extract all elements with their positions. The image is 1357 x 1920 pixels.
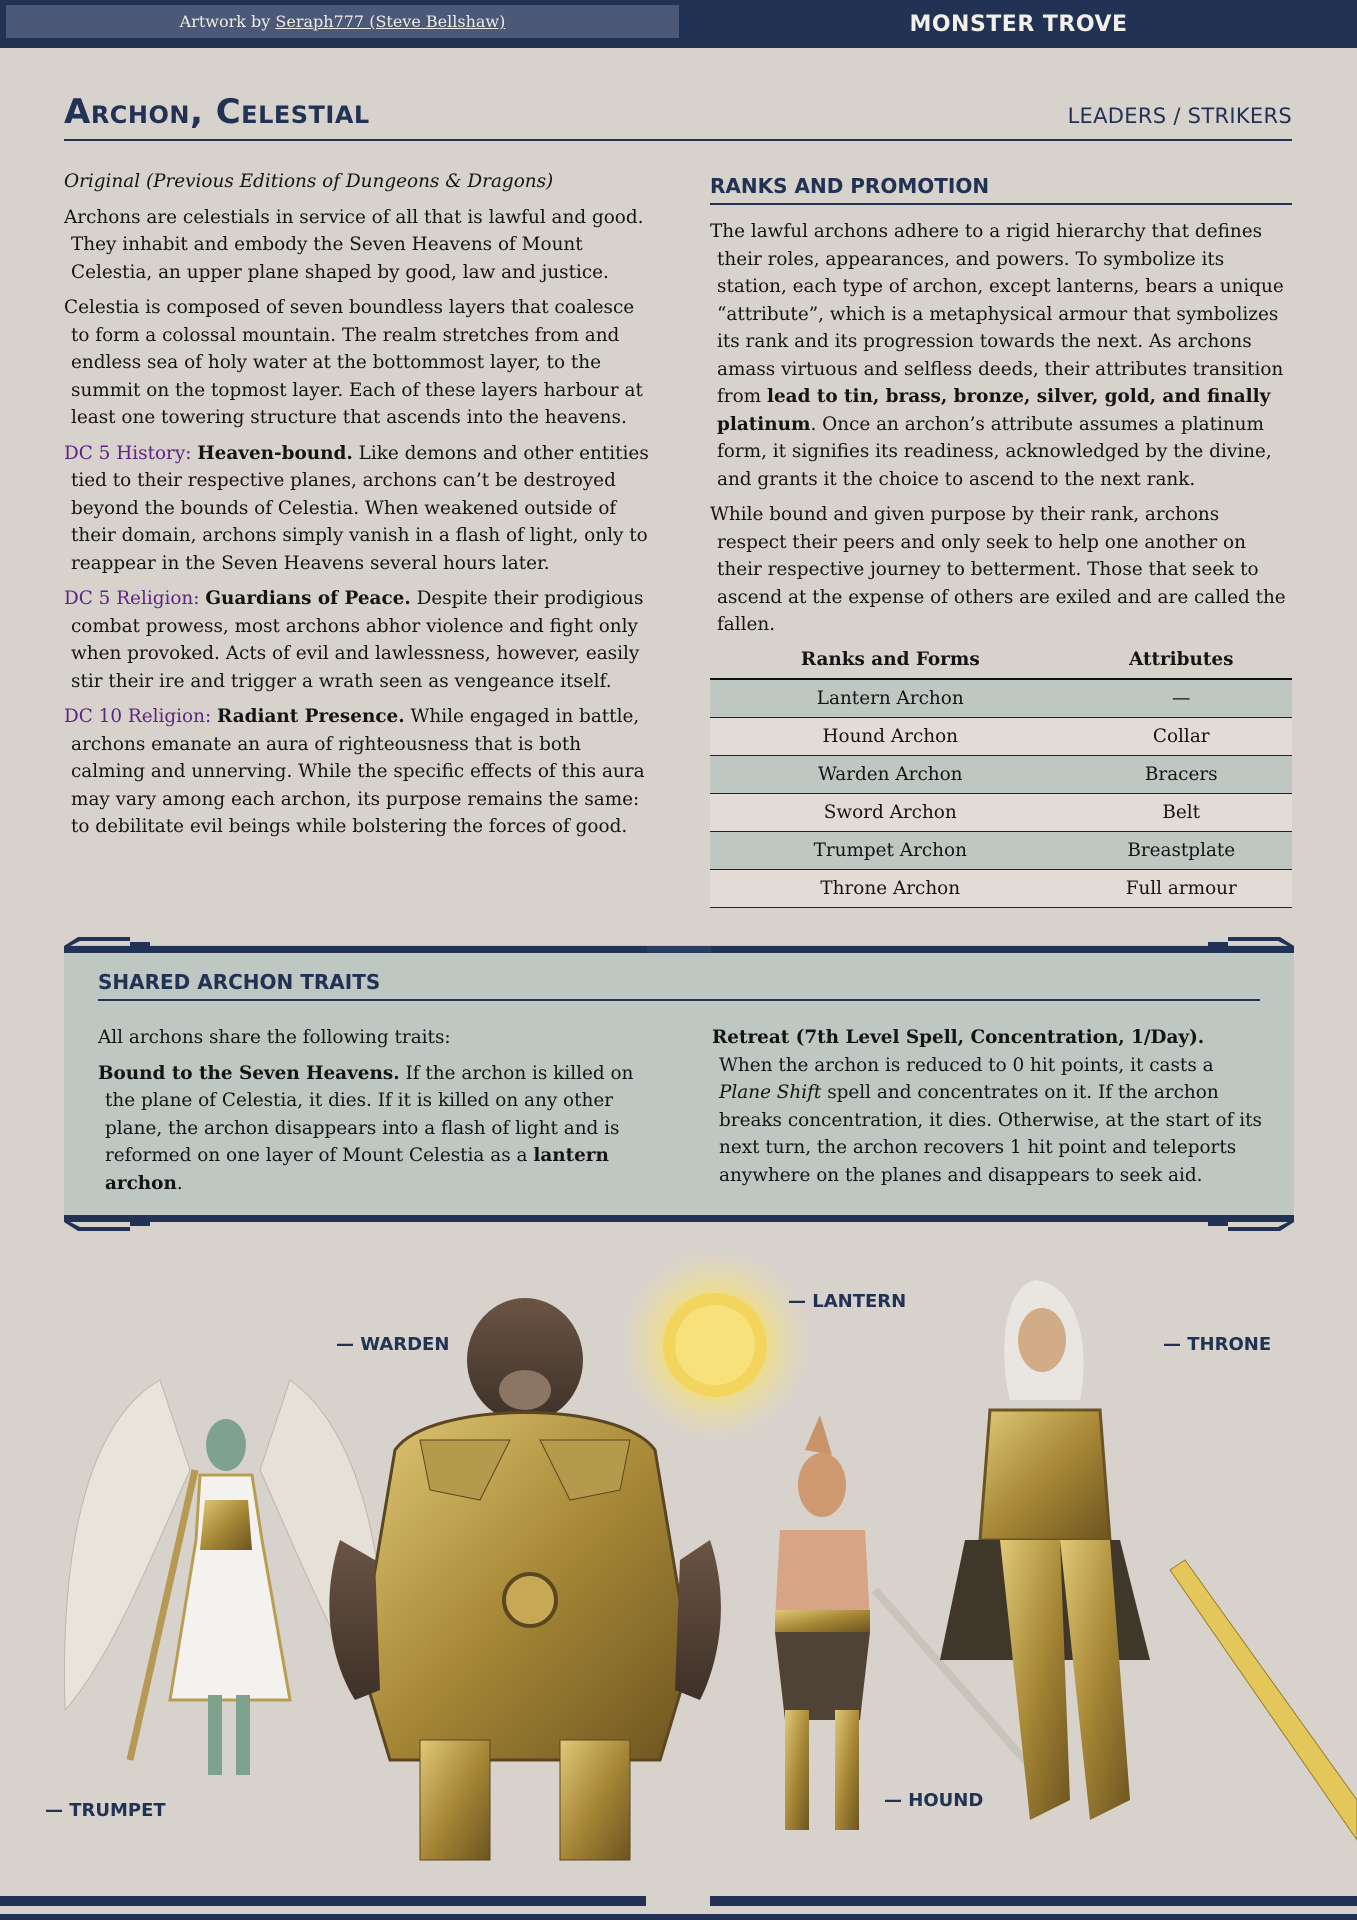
lore-religion-5: [64, 585, 658, 695]
page-footer-bars: [0, 1896, 1357, 1920]
table-cell: Belt: [1071, 794, 1293, 832]
dc-check: DC 5 History:: [64, 442, 192, 464]
title-divider: [64, 139, 1292, 141]
table-cell: Collar: [1071, 718, 1293, 756]
section-heading-ranks: RANKS AND PROMOTION: [710, 174, 1292, 205]
credit-prefix: Artwork by: [179, 12, 271, 31]
throne-archon: [940, 1280, 1357, 1840]
trait-heading: Retreat (7th Level Spell, Concentration, 1/Day).: [712, 1027, 1205, 1048]
page-title: Archon, Celestial: [64, 92, 370, 132]
table-cell: Sword Archon: [710, 794, 1071, 832]
lore-text: Despite their prodigious combat prowess, most archons abhor violence and fight only when provoked. Acts of evil and lawlessness, however, easily stir their ire and trigger a wrath seen as vengeance itself.: [71, 588, 644, 692]
lore-text: While engaged in battle, archons emanate an aura of righteousness that is both calming and unnerving. While the specific effects of this aura may vary among each archon, its purpose remains the same: to debilitate evil beings while bolstering the forces of good.: [71, 706, 645, 837]
table-cell: Breastplate: [1071, 832, 1293, 870]
trait-text: When the archon is reduced to 0 hit points, it casts a: [719, 1054, 1214, 1076]
table-header: Ranks and Forms: [710, 640, 1071, 679]
label-lantern: — LANTERN: [788, 1291, 907, 1312]
ranks-paragraph-2: While bound and given purpose by their rank, archons respect their peers and only seek to help one another on their respective journey to betterment. Those that seek to ascend at the expense of others are exiled and are called the fallen.: [710, 504, 1286, 635]
lore-religion-10: [64, 703, 658, 841]
table-cell: Full armour: [1071, 870, 1293, 908]
table-row: [710, 718, 1292, 756]
ranks-text: The lawful archons adhere to a rigid hierarchy that defines their roles, appearances, and powers. To symbolize its station, each type of archon, except lanterns, bears a unique “attribute”, which is a metaphysical armour that symbolizes its rank and its progression towards the next. As archons amass virtuous and selfless deeds, their attributes transition from: [710, 221, 1284, 407]
archons-illustration: [0, 1240, 1357, 1890]
brand-name: MONSTER TROVE: [909, 12, 1128, 37]
lantern-archon: [620, 1250, 810, 1440]
ranks-paragraph-1: [710, 218, 1292, 493]
ranks-text-end: . Once an archon’s attribute assumes a platinum form, it signifies its readiness, acknowledged by the divine, and grants it the choice to ascend to the next rank.: [717, 413, 1272, 490]
lore-text: Like demons and other entities tied to their respective planes, archons can’t be destroyed beyond the bounds of Celestia. When weakened outside of their domain, archons simply vanish in a flash of light, only to reappear in the Seven Heavens several hours later.: [71, 442, 649, 574]
right-column: [710, 218, 1292, 647]
artwork-credit: [6, 5, 679, 38]
ranks-table: [710, 640, 1292, 908]
table-cell: Warden Archon: [710, 756, 1071, 794]
artist-link[interactable]: Seraph777 (Steve Bellshaw): [275, 12, 506, 31]
table-header-row: [710, 640, 1292, 679]
left-column: [64, 168, 658, 849]
trait-bold-term: lantern archon: [105, 1145, 609, 1194]
box-top-frame: [64, 933, 1294, 953]
top-bar: [0, 0, 1357, 48]
lore-heading: Radiant Presence.: [217, 706, 405, 727]
table-row: [710, 756, 1292, 794]
trait-text: If the archon is killed on the plane of Celestia, it dies. If it is killed on any other plane, the archon disappears into a flash of light and is reformed on one layer of Mount Celestia as a: [105, 1062, 634, 1166]
table-header: Attributes: [1071, 640, 1293, 679]
traits-intro: All archons share the following traits:: [98, 1027, 451, 1048]
intro-paragraph-1: Archons are celestials in service of all that is lawful and good. They inhabit and embody the Seven Heavens of Mount Celestia, an upper plane shaped by good, law and justice.: [64, 206, 644, 283]
dc-check: DC 5 Religion:: [64, 588, 200, 609]
traits-right-column: [712, 1024, 1262, 1197]
dc-check: DC 10 Religion:: [64, 706, 212, 727]
table-cell: Throne Archon: [710, 870, 1071, 908]
table-cell: Bracers: [1071, 756, 1293, 794]
original-source: Original (Previous Editions of Dungeons & Dragons): [64, 171, 554, 192]
lore-heading: Guardians of Peace.: [205, 588, 411, 609]
table-cell: —: [1071, 679, 1293, 718]
label-warden: — WARDEN: [336, 1334, 450, 1355]
box-bottom-frame: [64, 1215, 1294, 1235]
trait-text-end: .: [176, 1172, 183, 1194]
role-label: LEADERS / STRIKERS: [1067, 104, 1292, 128]
table-cell: Hound Archon: [710, 718, 1071, 756]
table-cell: Trumpet Archon: [710, 832, 1071, 870]
lore-heading: Heaven-bound.: [197, 442, 353, 464]
intro-paragraph-2: Celestia is composed of seven boundless layers that coalesce to form a colossal mountain. The realm stretches from and endless sea of holy water at the bottommost layer, to the summit on the topmost layer. Each of these layers harbour at least one towering structure that ascends into the heavens.: [64, 297, 643, 428]
section-heading-traits: SHARED ARCHON TRAITS: [98, 970, 1260, 1001]
table-row: [710, 794, 1292, 832]
trait-heading: Bound to the Seven Heavens.: [98, 1062, 400, 1084]
spell-name: Plane Shift: [719, 1082, 822, 1103]
table-cell: Lantern Archon: [710, 679, 1071, 718]
lore-history: [64, 440, 658, 578]
label-hound: — HOUND: [884, 1790, 984, 1811]
table-row: [710, 870, 1292, 908]
table-row: [710, 679, 1292, 718]
metal-progression: lead to tin, brass, bronze, silver, gold, and finally platinum: [717, 386, 1271, 435]
trait-bound: [98, 1060, 658, 1198]
traits-left-column: [98, 1024, 658, 1205]
trait-retreat: [712, 1024, 1262, 1189]
table-row: [710, 832, 1292, 870]
label-throne: — THRONE: [1163, 1334, 1272, 1355]
trait-text: spell and concentrates on it. If the archon breaks concentration, it dies. Otherwise, at the start of its next turn, the archon recovers 1 hit point and teleports anywhere on the planes and disappears to seek aid.: [719, 1082, 1262, 1186]
label-trumpet: — TRUMPET: [45, 1800, 166, 1821]
